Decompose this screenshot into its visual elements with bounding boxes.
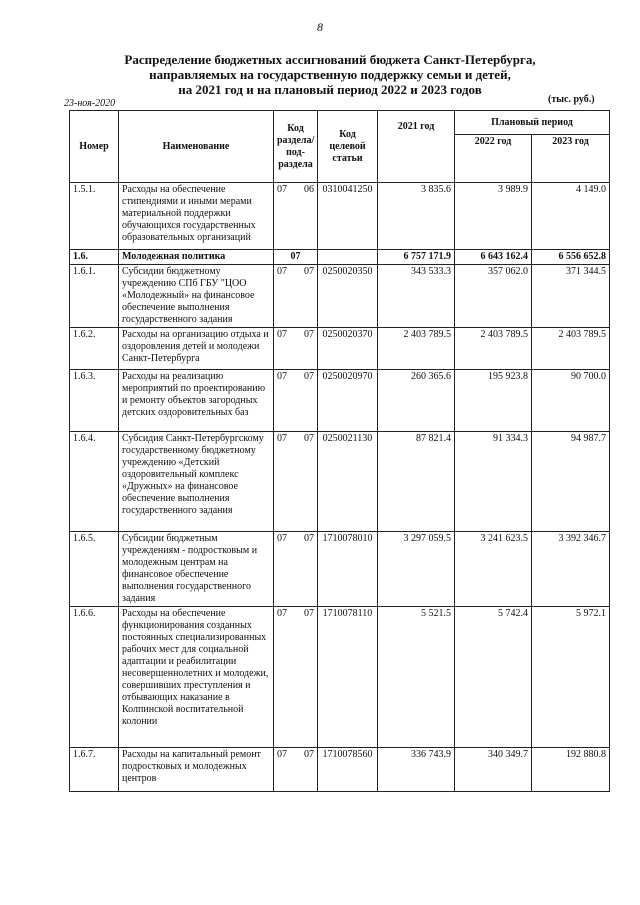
row-value-2022: 3 241 623.5 [455, 532, 532, 607]
row-value-2023: 371 344.5 [532, 265, 610, 328]
row-value-2023: 94 987.7 [532, 432, 610, 532]
row-section-code [274, 532, 318, 607]
row-section-code [274, 432, 318, 532]
title-line-2: направляемых на государственную поддержку семьи и детей, [149, 67, 511, 82]
row-podrazdel: 07 [290, 251, 301, 262]
row-podrazdel: 07 [304, 329, 314, 340]
row-value-2021: 6 757 171.9 [378, 250, 455, 265]
row-podrazdel: 07 [304, 371, 314, 382]
table-row [70, 370, 610, 432]
row-podrazdel: 07 [304, 533, 314, 544]
row-name: Молодежная политика [119, 250, 274, 265]
row-name: Расходы на обеспечение стипендиями и иными мерами материальной поддержки обучающихся государственных образовательных организаций [119, 183, 274, 250]
row-target-code [318, 250, 378, 265]
table-body [70, 183, 610, 792]
row-value-2021: 343 533.3 [378, 265, 455, 328]
row-number: 1.6.2. [70, 328, 119, 370]
document-title [60, 52, 600, 97]
row-target-code: 0250020370 [318, 328, 378, 370]
row-name: Расходы на реализацию мероприятий по проектированию и ремонту объектов загородных детских оздоровительных баз [119, 370, 274, 432]
row-target-code: 1710078010 [318, 532, 378, 607]
row-razdel: 07 [277, 608, 287, 619]
header-2022: 2022 год [455, 135, 532, 183]
row-target-code: 0250021130 [318, 432, 378, 532]
title-line-3: на 2021 год и на плановый период 2022 и 2023 годов [178, 82, 482, 97]
row-number: 1.6.4. [70, 432, 119, 532]
table-header [70, 111, 610, 183]
document-date: 23-ноя-2020 [64, 98, 116, 109]
row-razdel: 07 [277, 749, 287, 760]
row-number: 1.6. [70, 250, 119, 265]
header-target-code: Код целевой статьи [318, 111, 378, 183]
row-value-2023: 3 392 346.7 [532, 532, 610, 607]
row-razdel: 07 [277, 371, 287, 382]
table-row [70, 250, 610, 265]
table-row [70, 183, 610, 250]
row-name: Субсидия Санкт-Петербургскому государственному бюджетному учреждению «Детский оздоровительный комплекс «Дружных» на финансовое обеспечение выполнения государственного задания [119, 432, 274, 532]
row-target-code: 1710078110 [318, 607, 378, 748]
row-podrazdel: 07 [304, 433, 314, 444]
row-value-2023: 192 880.8 [532, 748, 610, 792]
row-razdel: 07 [277, 266, 287, 277]
row-razdel: 07 [277, 533, 287, 544]
row-value-2023: 4 149.0 [532, 183, 610, 250]
row-value-2023: 90 700.0 [532, 370, 610, 432]
row-value-2021: 3 297 059.5 [378, 532, 455, 607]
row-number: 1.6.1. [70, 265, 119, 328]
row-name: Субсидии бюджетным учреждениям - подростковым и молодежным центрам на финансовое обеспечение выполнения государственного задания [119, 532, 274, 607]
row-value-2021: 3 835.6 [378, 183, 455, 250]
row-target-code: 0250020350 [318, 265, 378, 328]
row-value-2022: 357 062.0 [455, 265, 532, 328]
row-podrazdel: 07 [304, 749, 314, 760]
header-2023: 2023 год [532, 135, 610, 183]
row-podrazdel: 07 [304, 266, 314, 277]
row-value-2021: 260 365.6 [378, 370, 455, 432]
table-row [70, 532, 610, 607]
row-target-code: 0310041250 [318, 183, 378, 250]
table-row [70, 265, 610, 328]
row-number: 1.6.3. [70, 370, 119, 432]
row-value-2022: 6 643 162.4 [455, 250, 532, 265]
table-row [70, 607, 610, 748]
table-row [70, 328, 610, 370]
row-name: Расходы на обеспечение функционирования созданных постоянных специализированных рабочих мест для социальной адаптации и реабилитации несовершеннолетних и молодежи, совершивших преступления и отбывающих наказание в Колпинской воспитательной колонии [119, 607, 274, 748]
row-value-2021: 2 403 789.5 [378, 328, 455, 370]
title-line-1: Распределение бюджетных ассигнований бюджета Санкт-Петербурга, [124, 52, 536, 67]
row-section-code [274, 748, 318, 792]
row-value-2022: 5 742.4 [455, 607, 532, 748]
row-number: 1.6.6. [70, 607, 119, 748]
row-name: Расходы на капитальный ремонт подростковых и молодежных центров [119, 748, 274, 792]
header-name: Наименование [119, 111, 274, 183]
header-planned-period: Плановый период [455, 111, 610, 135]
row-name: Расходы на организацию отдыха и оздоровления детей и молодежи Санкт-Петербурга [119, 328, 274, 370]
row-value-2022: 2 403 789.5 [455, 328, 532, 370]
row-value-2022: 91 334.3 [455, 432, 532, 532]
row-section-code [274, 265, 318, 328]
row-razdel: 07 [277, 329, 287, 340]
row-section-code [274, 607, 318, 748]
row-razdel: 07 [277, 433, 287, 444]
row-value-2023: 5 972.1 [532, 607, 610, 748]
row-value-2021: 5 521.5 [378, 607, 455, 748]
header-number: Номер [70, 111, 119, 183]
row-section-code [274, 183, 318, 250]
row-podrazdel: 07 [304, 608, 314, 619]
units-label: (тыс. руб.) [548, 94, 595, 105]
row-target-code: 0250020970 [318, 370, 378, 432]
row-value-2021: 87 821.4 [378, 432, 455, 532]
row-value-2023: 2 403 789.5 [532, 328, 610, 370]
row-value-2022: 340 349.7 [455, 748, 532, 792]
row-section-code [274, 370, 318, 432]
row-number: 1.6.7. [70, 748, 119, 792]
budget-table [69, 110, 610, 792]
header-2021: 2021 год [378, 111, 455, 183]
table-row [70, 432, 610, 532]
row-value-2021: 336 743.9 [378, 748, 455, 792]
row-podrazdel: 06 [304, 184, 314, 195]
row-razdel: 07 [277, 184, 287, 195]
row-section-code [274, 250, 318, 265]
row-number: 1.5.1. [70, 183, 119, 250]
header-section-code: Код раздела/ под-раздела [274, 111, 318, 183]
row-value-2022: 195 923.8 [455, 370, 532, 432]
row-value-2022: 3 989.9 [455, 183, 532, 250]
row-value-2023: 6 556 652.8 [532, 250, 610, 265]
table-row [70, 748, 610, 792]
row-number: 1.6.5. [70, 532, 119, 607]
row-name: Субсидии бюджетному учреждению СПб ГБУ "ЦОО «Молодежный» на финансовое обеспечение выполнения государственного задания [119, 265, 274, 328]
row-section-code [274, 328, 318, 370]
row-target-code: 1710078560 [318, 748, 378, 792]
page-number: 8 [317, 20, 323, 34]
